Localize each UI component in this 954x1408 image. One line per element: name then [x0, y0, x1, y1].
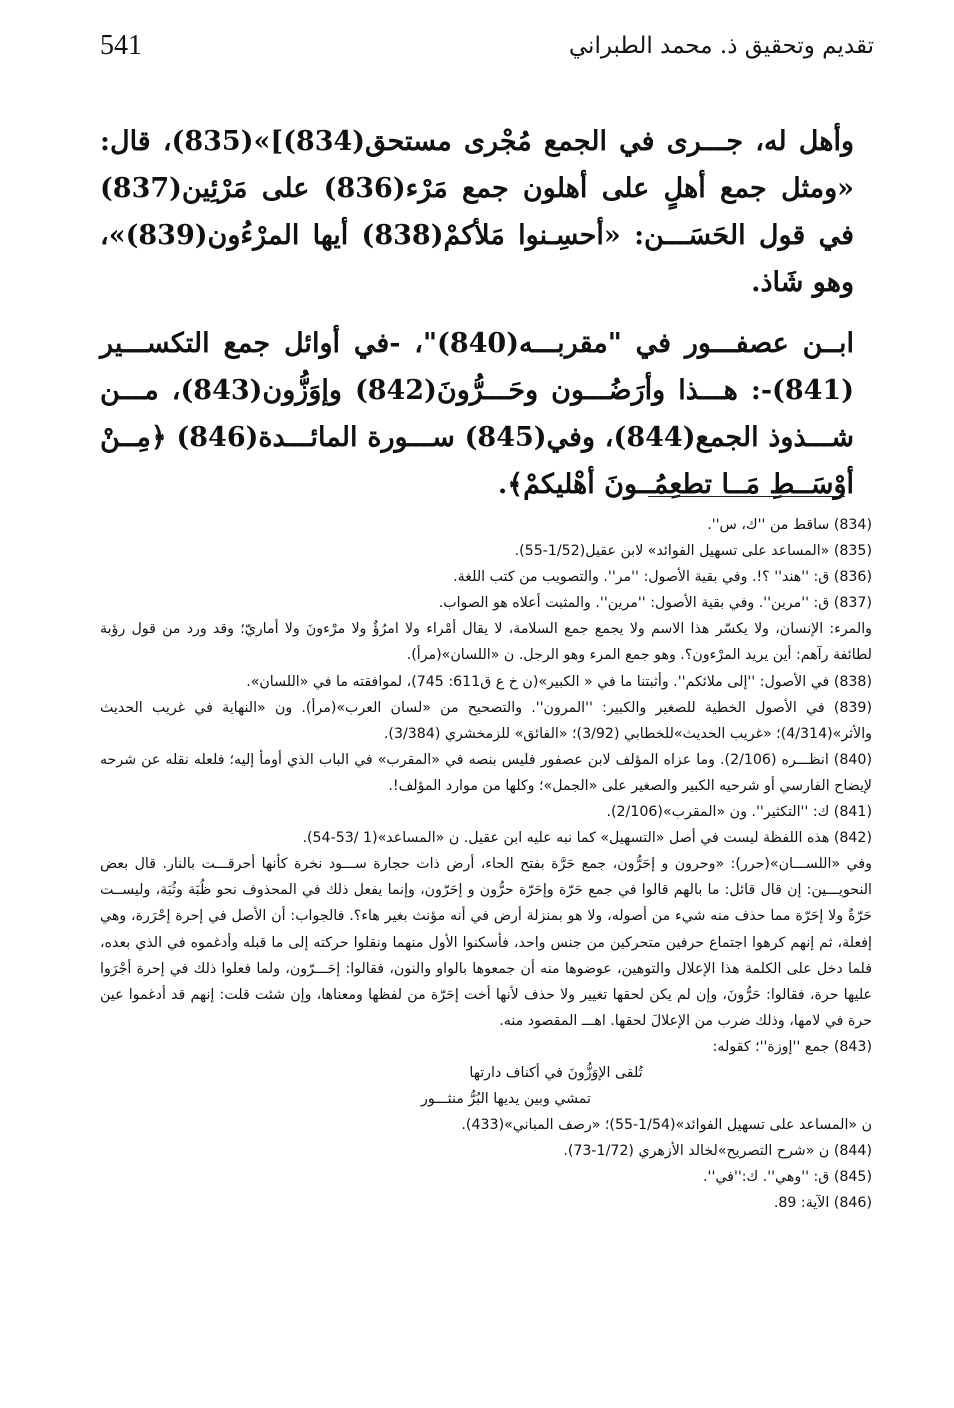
footnote: (841) ك: ''التكثير''. ون «المقرب»(2/106).	[606, 804, 872, 821]
main-text	[100, 118, 854, 522]
footnote: (834) ساقط من ''ك، س''.	[707, 517, 872, 533]
header-title: تقديم وتحقيق ذ. محمد الطبراني	[568, 33, 874, 59]
footnote: (842) هذه اللفظة ليست في أصل «التسهيل» كما نبه عليه ابن عقيل. ن «المساعد»(1 /53-54).	[302, 830, 872, 847]
footnote-separator	[648, 496, 845, 497]
running-head	[100, 22, 874, 70]
footnote: (839) في الأصول الخطية للصغير والكبير: ''المرون''. والتصحيح من «لسان العرب»(مرأ). ون «النهاية في غريب الحديث والأثر»(4/314)؛ «غريب الحديث»للخطابي (3/92)؛ «الفائق» للزمخشري (3/384).	[100, 699, 872, 742]
footnote: (836) ق: ''هند'' ؟!. وفي بقية الأصول: ''مر''. والتصويب من كتب اللغة.	[453, 569, 872, 586]
footnote: (846) الآية: 89.	[773, 1195, 872, 1212]
page-number: 541	[100, 30, 142, 61]
main-paragraph: وأهل له، جـــرى في الجمع مُجْرى مستحق(834)]»(835)، قال: «ومثل جمع أهلٍ على أهلون جمع مَرْء(836) على مَرْئِين(837) في قول الحَسَـــن: «أحسِـنوا مَلأكمْ(838) أيها المرْءُون(839)»، وهو شَاذ.	[100, 126, 854, 298]
footnote: (844) ن «شرح التصريح»لخالد الأزهري (1/72-73).	[563, 1143, 872, 1160]
footnote: (835) «المساعد على تسهيل الفوائد» لابن عقيل(1/52-55).	[514, 543, 872, 560]
main-paragraph: ابــن عصفـــور في "مقربـــه(840)"، -في أوائل جمع التكســـير (841)-: هـــذا وأرَضُـــون وحَـــرُّونَ(842) وإوَزُّون(843)، مـــن شـــذوذ الجمع(844)، وفي(845) ســـورة المائـــدة(846) ﴿مِــنْ أوْسَــطِ مَــا تطعِمُــونَ أهْليكمْ﴾.	[100, 328, 854, 500]
footnote: تُلقى الإوَزُّونَ في أكناف دارتها	[469, 1064, 643, 1081]
footnote: ن «المساعد على تسهيل الفوائد»(1/54-55)؛ «رصف المباني»(433).	[461, 1117, 872, 1134]
footnote: وفي «اللســـان»(حرر): «وحرون و إحَرُّون، جمع حَرَّة بفتح الحاء، أرض ذات حجارة ســـود نخرة كأنها أحرقـــت بالنار. قال بعض النحويـــين: إن قال قائل: ما بالهم قالوا في جمع حَرّة وإحَرّة حرُّون و إحَرّون، وإنما يفعل ذلك في المحذوف نحو ظُبَة وثُبَة، وليســت حَرّةٌ ولا إحَرّة مما حذف منه شيء من أصوله، ولا هو بمنزلة أرض في أنه مؤنث بغير هاء؟. فالجواب: أن الأصل في إحرة إحْرَرة، وهي إفعلة، ثم إنهم كرهوا اجتماع حرفين متحركين من جنس واحد، فأسكنوا الأول منهما ونقلوا حركته إلى ما قبله وأدغموه في الذي بعده، فلما دخل على الكلمة هذا الإعلال والتوهين، عوضوها منه أن جمعوها بالواو والنون، فقالوا: إحَـــرّون، ولما فعلوا ذلك في إحرة أجْرَوا عليها حرة، فقالوا: حَرُّونَ، وإن لم يكن لحقها تغيير ولا حذف لأنها أخت إحَرّة من لفظها ومعناها، وإن شئت قلت: إنهم قد أدغموا عين حرة في لامها، وذلك ضرب من الإعلالَ لحقها. اهـــ المقصود منه.	[100, 856, 872, 1029]
footnotes	[100, 512, 872, 1217]
footnote: (843) جمع ''إوزة''؛ كقوله:	[712, 1038, 872, 1055]
footnote: تمشي وبين يديها البُرُّ منثـــور	[421, 1091, 591, 1108]
footnote: (837) ق: ''مرين''. وفي بقية الأصول: ''مرين''. والمثبت أعلاه هو الصواب.	[438, 595, 872, 612]
footnote: (838) في الأصول: ''إلى ملائكم''. وأثبتنا ما في « الكبير»(ن خ ع ق611: 745)، لموافقته ما في «اللسان».	[246, 673, 872, 690]
footnote: والمرء: الإنسان، ولا يكسّر هذا الاسم ولا يجمع جمع السلامة، لا يقال أمْراء ولا امرُؤٌ ولا مرْءونَ ولا أماريّ؛ وقد ورد من قول رؤبة لطائفة رآهم: أين يريد المرْءون؟. وهو جمع المرء وهو الرجل. ن «اللسان»(مرأ).	[100, 621, 872, 664]
footnote: (840) انظـــره (2/106). وما عزاه المؤلف لابن عصفور فليس بنصه في «المقرب» في الباب الذي أومأ إليه؛ فلعله نقله عن شرحه لإيضاح الفارسي أو شرحيه الكبير والصغير على «الجمل»؛ وكلها من موارد المؤلف!.	[100, 751, 872, 794]
footnote: (845) ق: ''وهي''. ك:''في''.	[703, 1169, 872, 1186]
